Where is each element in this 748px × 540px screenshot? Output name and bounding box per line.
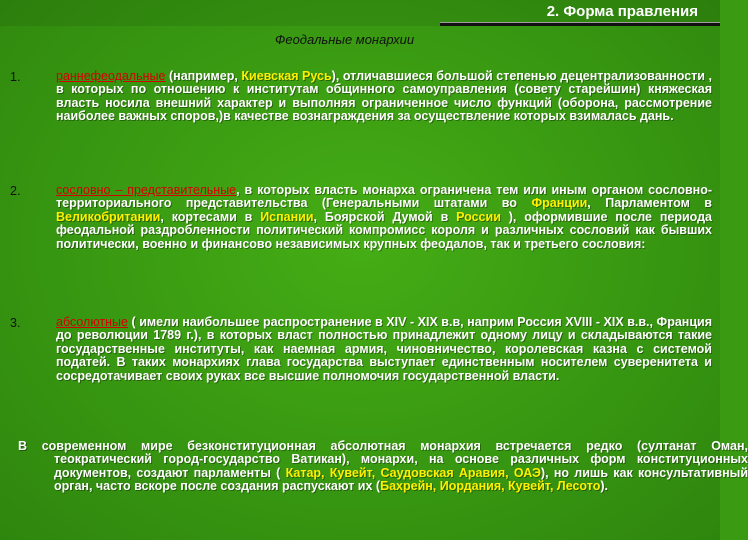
item-paragraph	[56, 316, 712, 383]
highlight: России	[456, 209, 501, 224]
highlight: Киевская Русь	[241, 69, 332, 83]
text-run: ), но лишь как консультативный орган, часто вскоре после создания распускают их (	[54, 465, 748, 494]
highlight: Франции	[531, 196, 588, 211]
highlight: Великобритании	[56, 209, 161, 224]
text-run: , Парламентом в	[587, 196, 712, 211]
highlight: Бахрейн, Иордания, Кувейт, Лесото	[380, 479, 601, 494]
title-underline	[440, 22, 720, 26]
text-run: ).	[600, 479, 608, 494]
text-run: ( имели наибольшее распространение в XIV - XIX в.в, наприм Россия XVIII - XIX в.в., Франция до революции 1789 г.), в которых власт полностью принадлежит одному лицу и складываются такие государственные институты, как наемная армия, чиновничество, королевская казна с системой податей. В таких монархиях глава государства выступает единственным носителем суверенитета и сосредотачивает своих руках все высшие полномочия государственной власти.	[56, 315, 712, 383]
text-run: , в которых власть монарха ограничена тем или иным органом сословно-территориального представительства (Генеральными штатами во	[56, 183, 712, 211]
item-number: 2.	[10, 184, 21, 198]
term-link[interactable]: раннефеодальные	[56, 69, 166, 83]
slide-subtitle: Феодальные монархии	[275, 32, 415, 47]
highlight: Испании	[260, 209, 314, 224]
item-paragraph	[56, 184, 712, 251]
item-number: 1.	[10, 70, 21, 84]
term-link[interactable]: абсолютные	[56, 315, 128, 329]
text-run: , Боярской Думой в	[313, 209, 457, 224]
term-link[interactable]: сословно – представительные	[56, 183, 237, 197]
text-run: , кортесами в	[160, 209, 261, 224]
highlight: Катар, Кувейт, Саудовская Аравия, ОАЭ	[285, 465, 541, 480]
text-run: ), отличавшиеся большой степенью децентрализованности , в которых по отношению к институтам общинного самоуправления (совету старейшин) княжеская власть носила внешний характер и выполняя ограниченное число функций (оборона, рассмотрение наиболее важных споров,)в качестве вознаграждения за осуществление которых взималась дань.	[56, 69, 712, 124]
text-run: В современном мире безконституционная абсолютная монархия встречается редко (султанат Оман, теократический город-государство Ватикан), монархи, на основе различных форм конституционных документов, создают парламенты (	[18, 439, 748, 480]
text-run: ), оформившие после периода феодальной раздробленности политический компромисс короля и различных сословий как бывших политически, военно и финансово независимых крупных феодалов, так и третьего сословия:	[56, 209, 712, 251]
text-run: (например,	[165, 69, 242, 83]
item-number: 3.	[10, 316, 21, 330]
closing-paragraph	[18, 440, 748, 494]
slide-title: 2. Форма правления	[546, 3, 698, 20]
item-paragraph	[56, 70, 712, 124]
